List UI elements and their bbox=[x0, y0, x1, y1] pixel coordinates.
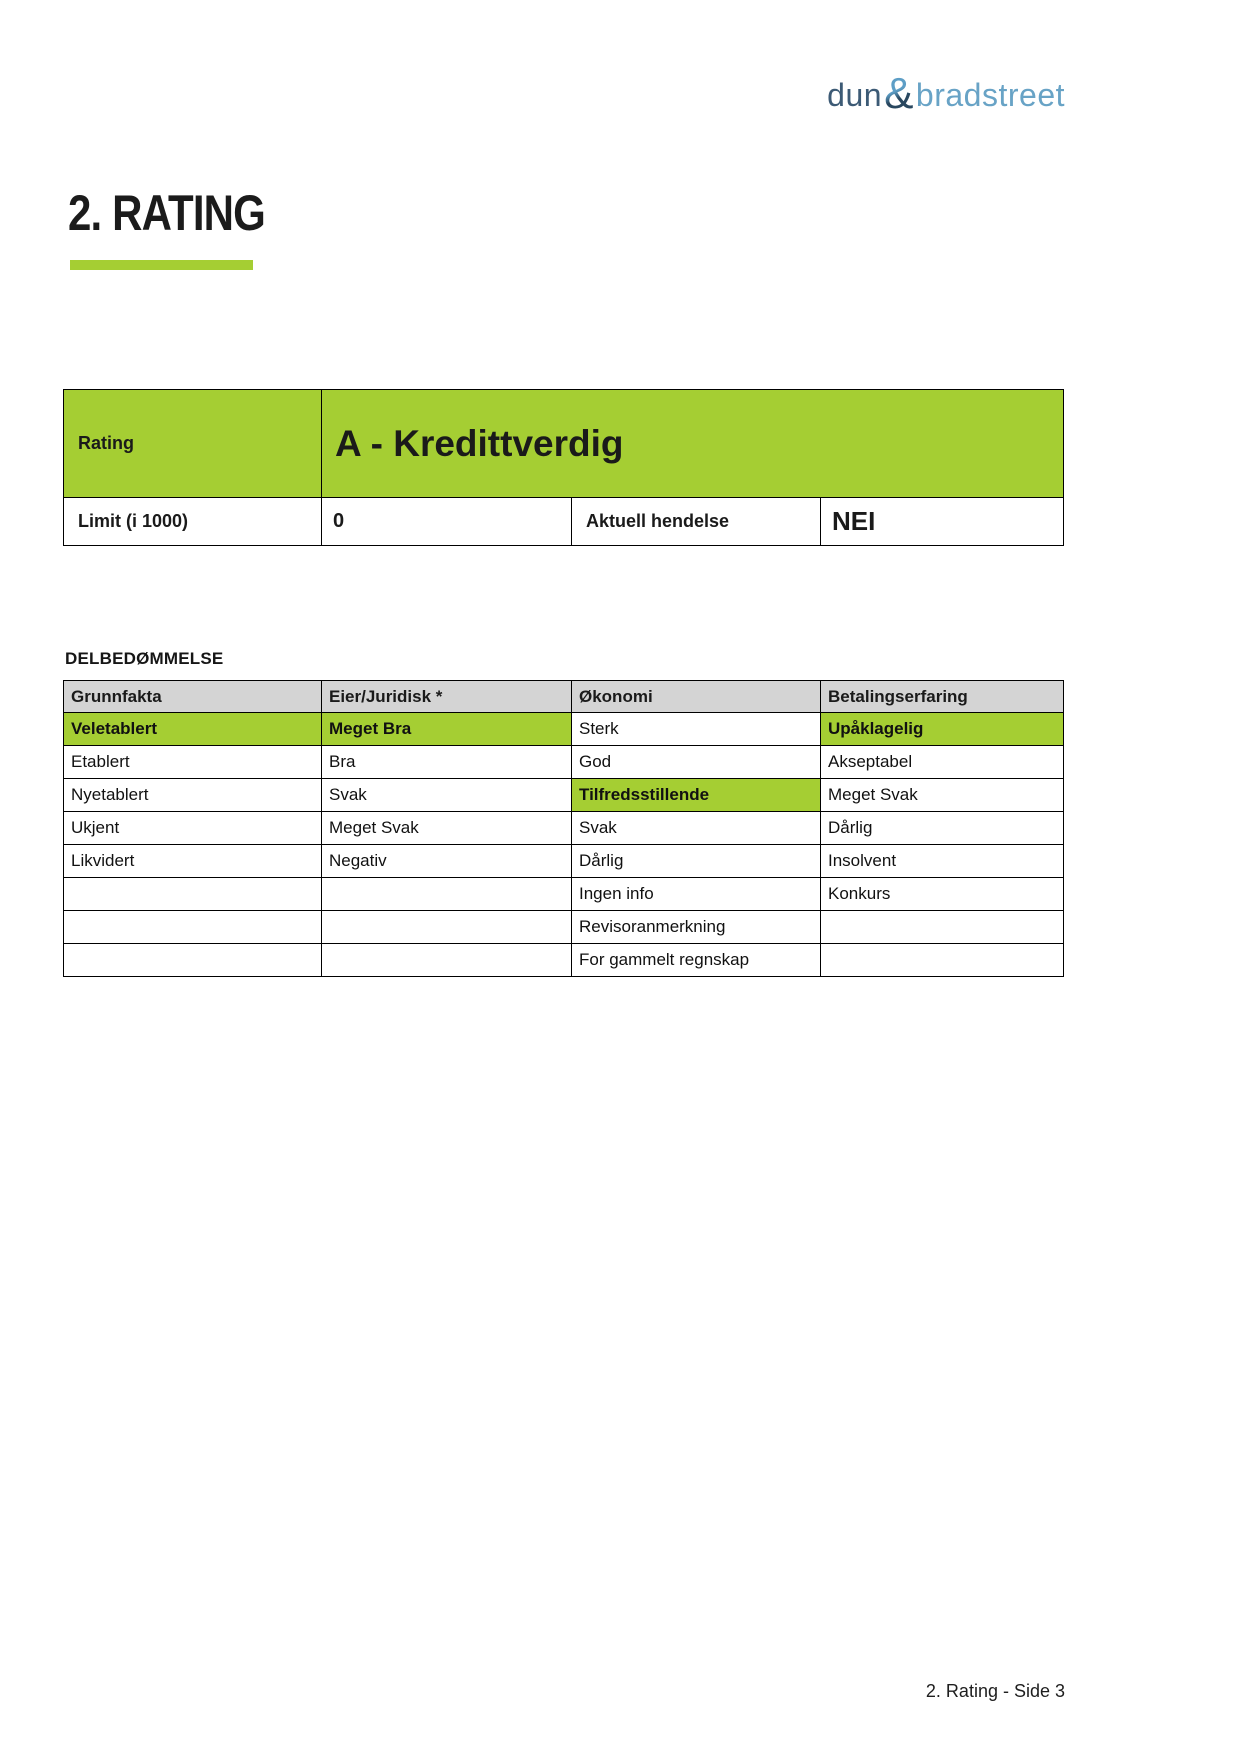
table-row bbox=[64, 845, 1064, 878]
current-event-value-cell: NEI bbox=[821, 498, 1064, 546]
assessment-cell-highlighted: Meget Bra bbox=[322, 713, 572, 746]
assessment-cell bbox=[322, 878, 572, 911]
logo-text-bradstreet: bradstreet bbox=[915, 77, 1065, 113]
title-accent-bar bbox=[70, 260, 253, 270]
assessment-cell bbox=[322, 944, 572, 977]
assessment-cell: Ingen info bbox=[572, 878, 821, 911]
dun-bradstreet-logo bbox=[827, 69, 1065, 118]
assessment-cell bbox=[64, 878, 322, 911]
table-row bbox=[64, 812, 1064, 845]
limit-value-cell: 0 bbox=[322, 498, 572, 546]
column-header-eier-juridisk: Eier/Juridisk * bbox=[322, 681, 572, 713]
current-event-label-cell: Aktuell hendelse bbox=[572, 498, 821, 546]
assessment-cell: Svak bbox=[322, 779, 572, 812]
assessment-cell: Konkurs bbox=[821, 878, 1064, 911]
column-header-grunnfakta: Grunnfakta bbox=[64, 681, 322, 713]
page-title: 2. RATING bbox=[68, 185, 266, 241]
assessment-cell bbox=[64, 944, 322, 977]
assessment-table bbox=[63, 680, 1064, 977]
logo-text-dun: dun bbox=[827, 77, 883, 113]
rating-row bbox=[64, 390, 1064, 498]
assessment-cell: Likvidert bbox=[64, 845, 322, 878]
assessment-cell: Nyetablert bbox=[64, 779, 322, 812]
assessment-cell: Negativ bbox=[322, 845, 572, 878]
table-row bbox=[64, 746, 1064, 779]
assessment-cell bbox=[64, 911, 322, 944]
assessment-cell: For gammelt regnskap bbox=[572, 944, 821, 977]
assessment-cell: Etablert bbox=[64, 746, 322, 779]
limit-label-cell: Limit (i 1000) bbox=[64, 498, 322, 546]
ampersand-icon: & bbox=[884, 69, 914, 118]
rating-summary-table bbox=[63, 389, 1064, 546]
assessment-cell: Sterk bbox=[572, 713, 821, 746]
assessment-cell: Meget Svak bbox=[821, 779, 1064, 812]
assessment-cell bbox=[821, 944, 1064, 977]
rating-label-cell: Rating bbox=[64, 390, 322, 498]
assessment-cell: Meget Svak bbox=[322, 812, 572, 845]
assessment-cell: Bra bbox=[322, 746, 572, 779]
limit-row bbox=[64, 498, 1064, 546]
assessment-cell-highlighted: Upåklagelig bbox=[821, 713, 1064, 746]
assessment-body bbox=[64, 713, 1064, 977]
assessment-cell-highlighted: Veletablert bbox=[64, 713, 322, 746]
column-header-okonomi: Økonomi bbox=[572, 681, 821, 713]
table-row bbox=[64, 878, 1064, 911]
rating-value-cell: A - Kredittverdig bbox=[322, 390, 1064, 498]
assessment-cell bbox=[821, 911, 1064, 944]
table-row bbox=[64, 944, 1064, 977]
assessment-cell: Revisoranmerkning bbox=[572, 911, 821, 944]
table-row bbox=[64, 911, 1064, 944]
assessment-cell: God bbox=[572, 746, 821, 779]
assessment-cell-highlighted: Tilfredsstillende bbox=[572, 779, 821, 812]
assessment-cell: Akseptabel bbox=[821, 746, 1064, 779]
assessment-heading: DELBEDØMMELSE bbox=[65, 649, 224, 668]
assessment-cell: Dårlig bbox=[572, 845, 821, 878]
assessment-cell: Svak bbox=[572, 812, 821, 845]
column-header-betalingserfaring: Betalingserfaring bbox=[821, 681, 1064, 713]
assessment-cell: Dårlig bbox=[821, 812, 1064, 845]
assessment-cell: Ukjent bbox=[64, 812, 322, 845]
assessment-cell bbox=[322, 911, 572, 944]
page-footer: 2. Rating - Side 3 bbox=[925, 1681, 1065, 1701]
table-row bbox=[64, 779, 1064, 812]
assessment-header-row bbox=[64, 681, 1064, 713]
assessment-cell: Insolvent bbox=[821, 845, 1064, 878]
table-row bbox=[64, 713, 1064, 746]
